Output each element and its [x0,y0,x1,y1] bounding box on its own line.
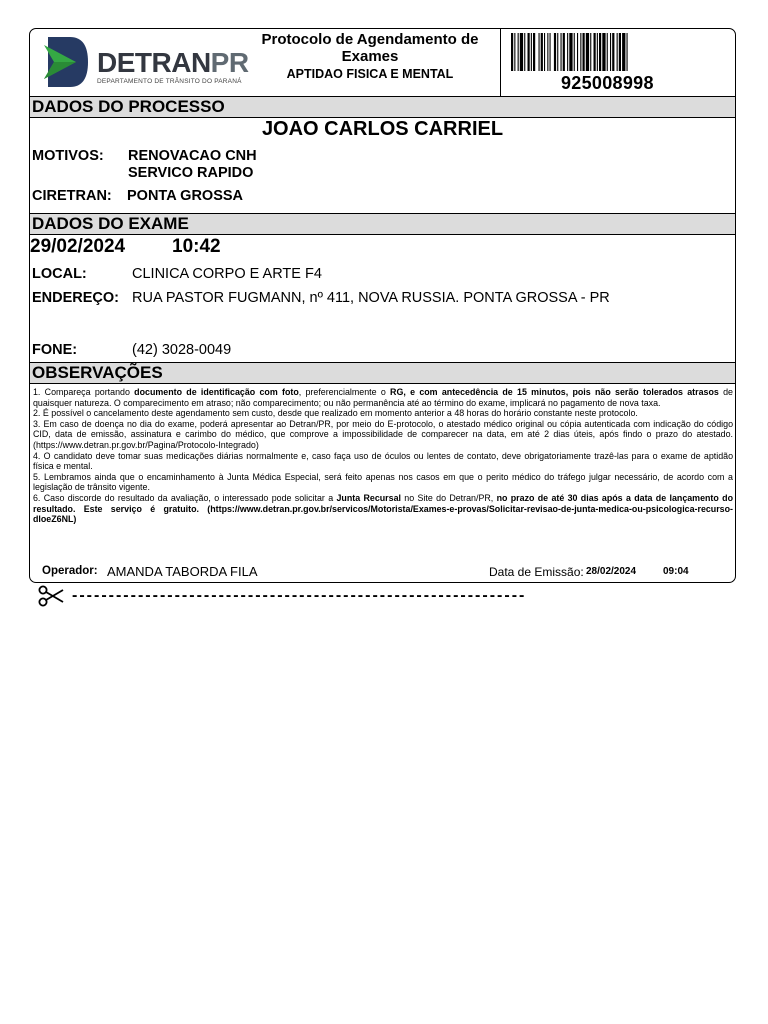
barcode-bar [622,33,625,71]
protocol-card [29,28,736,583]
local-value: CLINICA CORPO E ARTE F4 [132,266,322,282]
endereco-value: RUA PASTOR FUGMANN, nº 411, NOVA RUSSIA. PONTA GROSSA - PR [132,290,610,306]
barcode-number: 925008998 [561,73,654,93]
barcode-bar [574,33,575,71]
motivo-item: SERVICO RAPIDO [128,165,254,181]
barcode-bar [541,33,543,71]
barcode-bar [586,33,589,71]
barcode-bar [577,33,578,71]
obs-item-4: 4. O candidato deve tomar suas medicações diárias normalmente e, caso faça uso de óculos ou lentes de contato, deve obrigatoriamente trazê-las para o exame de aptidão física e mental. [33,450,733,472]
ciretran-value: PONTA GROSSA [127,188,244,204]
barcode-bar [544,33,545,71]
fone-value: (42) 3028-0049 [132,342,232,358]
barcode-bar [561,33,562,71]
barcode-bar [602,33,605,71]
operador-label: Operador: [42,565,98,577]
obs-item-6: 6. Caso discorde do resultado da avaliação, o interessado pode solicitar a Junta Recursal no Site do Detran/PR, no prazo de até 30 dias após a data de lançamento do resultado. Este serviço é gratuito. (https://www.detran.pr.gov.br/servicos/Motorista/Exames-e-provas/Solicitar-revisao-de-junta-medica-ou-psicologica-recurso-dloeZ6NL) [33,492,733,525]
cut-line [38,585,718,609]
barcode-bar [520,33,523,71]
barcode-bar [594,33,596,71]
operador-value: AMANDA TABORDA FILA [107,564,258,579]
section-dados-exame: DADOS DO EXAME [30,213,735,235]
barcode-bar [610,33,611,71]
ciretran-label: CIRETRAN: [32,188,112,204]
logo-subtitle: DEPARTAMENTO DE TRÂNSITO DO PARANÁ [97,78,242,85]
barcode-bar [514,33,515,71]
local-label: LOCAL: [32,266,87,282]
barcode-bar [554,33,556,71]
section-dados-processo: DADOS DO PROCESSO [30,96,735,118]
barcode-bar [539,33,540,71]
obs-item-5: 5. Lembramos ainda que o encaminhamento à Junta Médica Especial, será feito apenas nos casos em que o perito médico do tráfego julgar necessário, de acordo com a legislação de trânsito vigente. [33,471,733,493]
barcode-bar [557,33,558,71]
barcode-bar [518,33,519,71]
document-subtitle: APTIDAO FISICA E MENTAL [286,67,454,81]
barcode-bar [612,33,614,71]
barcode-bar [607,33,608,71]
barcode-bar [511,33,513,71]
motivo-item: RENOVACAO CNH [128,148,257,164]
barcode-bar [567,33,568,71]
header [30,29,735,97]
fone-label: FONE: [32,342,78,358]
emissao-time: 09:04 [663,566,689,577]
barcode-bar [590,33,591,71]
endereco-label: ENDEREÇO: [32,290,120,306]
exam-time: 10:42 [172,236,221,257]
barcode-bar [533,33,535,71]
barcode-bar [547,33,548,71]
barcode-bar [597,33,598,71]
emissao-date: 28/02/2024 [586,566,637,577]
observacoes-text [33,387,733,525]
cut-dashes: -------------------------------------------------------------- [72,587,527,604]
barcode-bar [619,33,621,71]
barcode-bar [569,33,572,71]
section-observacoes: OBSERVAÇÕES [30,362,735,384]
barcode-bar [550,33,551,71]
obs-item-2: 2. É possível o cancelamento deste agendamento sem custo, desde que realizado em momento anterior a 48 horas do horário constante neste protocolo. [33,408,638,419]
barcode-box [500,29,736,96]
barcode-bar [617,33,618,71]
emissao-label: Data de Emissão: [489,565,584,579]
logo-wordmark: DETRANPR [97,47,249,78]
exam-date: 29/02/2024 [30,236,126,257]
document-title: Protocolo de Agendamento de Exames [261,31,479,65]
barcode-image [511,33,697,71]
scissors-icon [38,585,64,607]
barcode-bar [599,33,601,71]
obs-item-3: 3. Em caso de doença no dia do exame, poderá apresentar ao Detran/PR, por meio do E-protocolo, o atestado médico original ou cópia autenticada com indicação do código CID, data de emissão, assinatura e carimbo do médico, que comprove a impossibilidade de comparecer na data, em até 2 dias úteis, após findo o prazo do atestado. (https://www.detran.pr.gov.br/Pagina/Protocolo-Integrado) [33,418,733,450]
detran-logo-icon [40,35,90,89]
barcode-bar [583,33,585,71]
barcode-bar [627,33,628,71]
barcode-bar [580,33,581,71]
barcode-bar [528,33,530,71]
person-name: JOAO CARLOS CARRIEL [261,118,504,140]
barcode-bar [531,33,532,71]
motivos-label: MOTIVOS: [32,148,104,164]
detran-logo [40,35,249,89]
obs-item-1: 1. Compareça portando documento de identificação com foto, preferencialmente o RG, e com antecedência de 15 minutos, pois não serão tolerados atrasos de quaisquer natureza. O comparecimento em atraso; não comparecimento; ou não permanência até ao término do exame, implicará no pagamento de nova taxa. [33,387,733,408]
barcode-bar [563,33,565,71]
barcode-bar [524,33,525,71]
